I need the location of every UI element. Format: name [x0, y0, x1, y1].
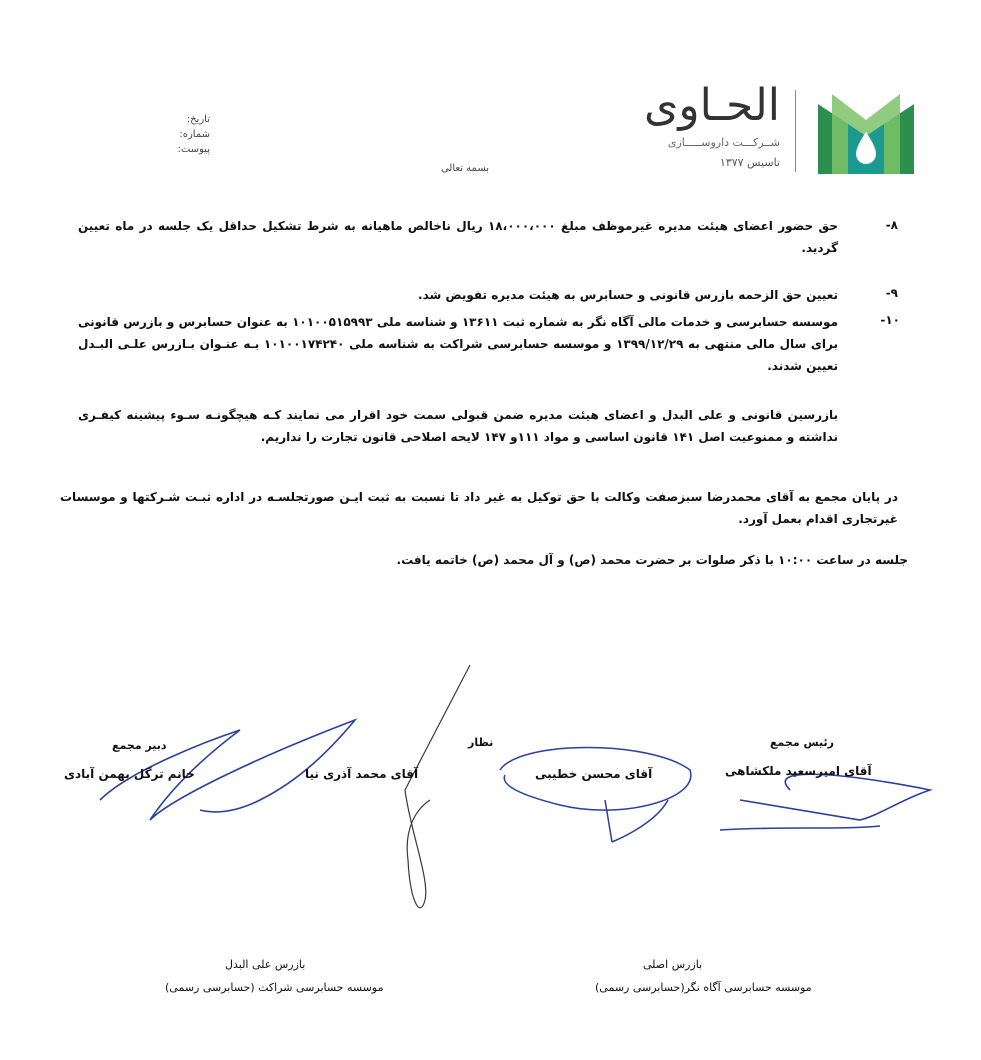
closing-proxy: در پایان مجمع به آقای محمدرضا سبزصفت وکالت با حق توکیل به غیر داد تا نسبت به ثبت ایـن صورتجلسـه در اداره ثبـت شـرکتها و موسسات غیرتجاری اقدام بعمل آورد.: [60, 490, 898, 526]
item-text-9: تعیین حق الزحمه بازرس قانونی و حسابرس به هیئت مدیره تفویض شد.: [418, 288, 838, 302]
inspectors-statement: بازرسین قانونی و علی البدل و اعضای هیئت مدیره ضمن قبولی سمت خود اقرار می نمایند کـه هیچگونـه سـوء پیشینه کیفـری نداشته و ممنوعیت اصل ۱۴۱ قانون اساسی و مواد ۱۱۱و ۱۴۷ لایحه اصلاحی قانون تجارت را نداریم.: [78, 408, 838, 444]
observer1-name: آقای محسن خطیبی: [535, 767, 653, 781]
chair-signature-stroke: [720, 774, 930, 830]
brand-subtitle: شــرکـــت داروســـــازی: [667, 136, 780, 149]
bismillah: بسمه تعالی: [440, 163, 490, 174]
date-label: تاریخ:: [186, 114, 210, 125]
brand-name: الحـاوی: [643, 80, 780, 131]
item-number-8: ۸-: [885, 218, 898, 232]
secretary-name: خانم ترگل بهمن آبادی: [64, 767, 195, 781]
item-number-9: ۹-: [885, 286, 898, 300]
main-auditor-title: بازرس اصلی: [643, 958, 703, 971]
chair-name: آقای امیرسعید ملکشاهی: [725, 764, 872, 778]
item-text-8: حق حضور اعضای هیئت مدیره غیرموظف مبلغ ۱۸،۰۰۰،۰۰۰ ریال ناخالص ماهیانه به شرط تشکیل حداقل یک جلسه در ماه تعیین گردید.: [78, 219, 838, 255]
observer2-signature-stroke: [405, 665, 470, 908]
secretary-role: دبیر مجمع: [112, 739, 167, 752]
observer2-name: آقای محمد آذری نیا: [305, 767, 419, 781]
main-auditor-firm: موسسه حسابرسی آگاه نگر(حسابرسی رسمی): [595, 981, 812, 994]
observers-role: نظار: [468, 736, 494, 749]
item-number-10: ۱۰-: [880, 313, 900, 327]
attachment-label: پیوست:: [177, 144, 210, 155]
brand-founded: تاسیس ۱۳۷۷: [719, 156, 780, 169]
letter-meta: [150, 112, 210, 157]
alternate-auditor-title: بازرس علی البدل: [225, 958, 306, 971]
brand-divider: [795, 90, 796, 172]
chair-role: رئیس مجمع: [770, 736, 834, 749]
alternate-auditor-firm: موسسه حسابرسی شراکت (حسابرسی رسمی): [165, 981, 384, 994]
observer1-signature-stroke: [500, 748, 691, 843]
company-logo-icon: [818, 86, 914, 174]
closing-end: جلسه در ساعت ۱۰:۰۰ با ذکر صلوات بر حضرت محمد (ص) و آل محمد (ص) خاتمه یافت.: [396, 553, 908, 567]
item-text-10: موسسه حسابرسی و خدمات مالی آگاه نگر به شماره ثبت ۱۳۶۱۱ و شناسه ملی ۱۰۱۰۰۵۱۵۹۹۳ به عنوان حسابرس و بازرس قانونی برای سال مالی منتهی به ۱۳۹۹/۱۲/۲۹ و موسسه حسابرسی شراکت به شناسه ملی ۱۰۱۰۰۱۷۴۲۴۰ بـه عنـوان بـازرس علـی البـدل تعیین شدند.: [78, 315, 839, 373]
number-label: شماره:: [179, 129, 210, 140]
